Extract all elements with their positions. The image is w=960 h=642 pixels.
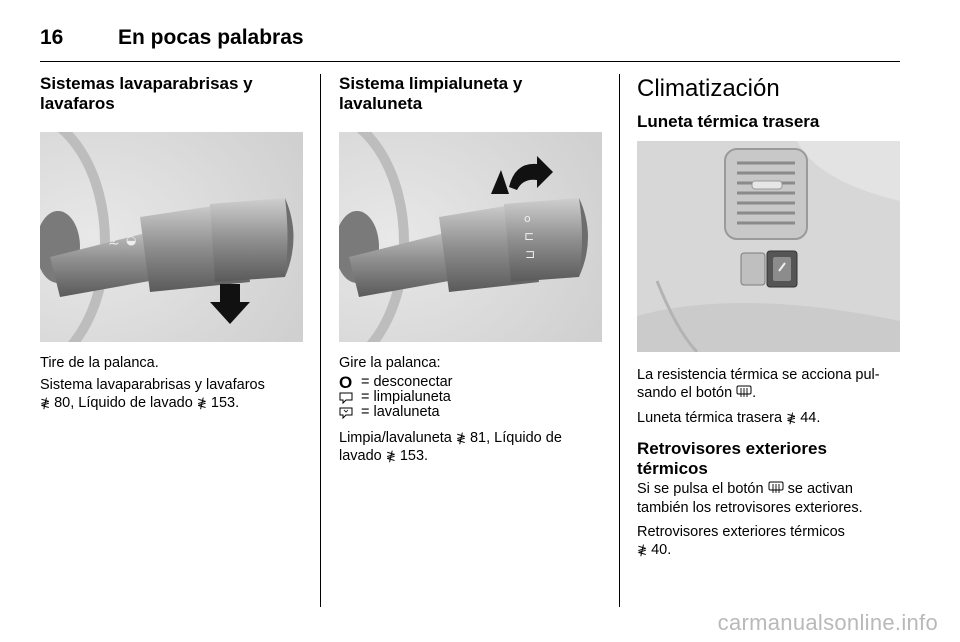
page-ref-arrow-icon: ≹ (786, 411, 797, 425)
column-climate (637, 74, 900, 559)
subheading-rear-window: Luneta térmica trasera (637, 112, 820, 131)
reference-text: 153. (210, 395, 240, 411)
dashboard-vent-illustration (637, 141, 900, 352)
reference-rear-heating (637, 409, 900, 427)
section-heading-climate: Climatización (637, 75, 780, 102)
caption-pull: Tire de la palanca. (40, 355, 159, 371)
rear-wiper-icon (339, 391, 361, 405)
page-number: 16 (40, 26, 64, 49)
svg-text:o: o (524, 212, 531, 225)
svg-text:⩪: ⩪ (108, 236, 120, 252)
watermark: carmanualsonline.info (717, 610, 938, 635)
reference-text: 153. (399, 448, 429, 464)
reference-heated-mirrors (637, 523, 900, 559)
reference-text: 81, Líquido de lavado (339, 430, 562, 464)
paragraph-text: La resistencia térmica se acciona pul- (637, 367, 880, 383)
page-ref-arrow-icon: ≹ (455, 431, 466, 445)
intro-turn: Gire la palanca: (339, 355, 441, 371)
heated-rear-window-icon (768, 481, 784, 499)
paragraph-text: . (752, 385, 757, 401)
section-heading-rear-wiper: Sistema limpialuneta y lavaluneta (339, 74, 523, 113)
section-heading-washer: Sistemas lavaparabrisas y lavafaros (40, 74, 253, 113)
column-rear-wiper (339, 74, 602, 465)
paragraph-text: se activan (787, 481, 853, 497)
page-ref-arrow-icon: ≹ (385, 449, 396, 463)
paragraph-text: también los retrovisores exteriores. (637, 500, 863, 516)
reference-washer (40, 376, 303, 412)
page-header (40, 18, 304, 58)
reference-text: Luneta térmica trasera (637, 410, 783, 426)
subheading-heated-mirrors: Retrovisores exteriores térmicos (637, 439, 827, 478)
legend-text: = desconectar (361, 374, 453, 390)
paragraph-heated-mirrors (637, 480, 900, 517)
stalk-turn-illustration (339, 132, 602, 342)
paragraph-text: sando el botón (637, 385, 733, 401)
reference-text: Limpia/lavaluneta (339, 430, 452, 446)
paragraph-text: Si se pulsa el botón (637, 481, 764, 497)
legend-list (339, 375, 602, 420)
heated-rear-window-icon (736, 385, 752, 403)
chapter-title: En pocas palabras (118, 26, 304, 49)
legend-item-rear-washer (339, 405, 602, 420)
reference-rear-wiper (339, 429, 602, 465)
header-rule (40, 61, 900, 62)
figure-stalk-pull (40, 132, 303, 342)
reference-text: 40. (651, 542, 672, 558)
svg-text:⊐: ⊐ (525, 247, 536, 261)
rear-washer-icon (339, 406, 361, 420)
page-ref-arrow-icon: ≹ (40, 396, 51, 410)
paragraph-rear-heating (637, 366, 900, 403)
figure-stalk-turn (339, 132, 602, 342)
reference-text: 44. (800, 410, 821, 426)
page-ref-arrow-icon: ≹ (196, 396, 207, 410)
legend-text: = limpialuneta (361, 389, 451, 405)
column-divider-2 (619, 74, 620, 607)
page-ref-arrow-icon: ≹ (637, 543, 648, 557)
svg-text:◒: ◒ (126, 233, 137, 247)
off-symbol: O (339, 373, 353, 392)
figure-heated-rear-window (637, 141, 900, 352)
stalk-pull-illustration (40, 132, 303, 342)
legend-item-rear-wiper (339, 390, 602, 405)
reference-text: 80, Líquido de lavado (54, 395, 193, 411)
legend-text: = lavaluneta (361, 404, 440, 420)
legend-item-off (339, 375, 602, 390)
reference-text: Retrovisores exteriores térmicos (637, 524, 845, 540)
column-divider-1 (320, 74, 321, 607)
svg-text:⊏: ⊏ (524, 229, 535, 243)
column-washer (40, 74, 303, 412)
reference-text: Sistema lavaparabrisas y lavafaros (40, 377, 265, 393)
